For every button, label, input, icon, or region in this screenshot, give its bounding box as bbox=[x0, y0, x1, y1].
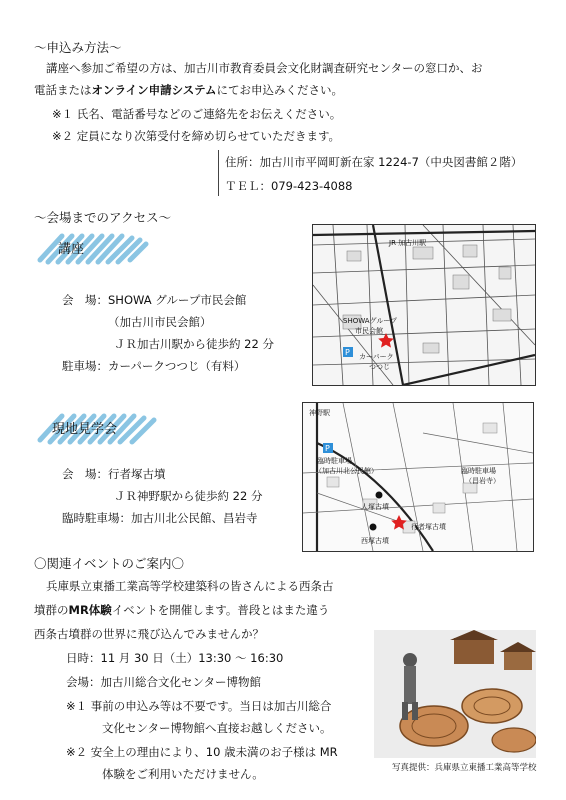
lecture-map-drawing bbox=[313, 225, 535, 385]
event-line2-a: 墳群の bbox=[34, 603, 69, 617]
site-map-drawing bbox=[303, 403, 533, 551]
lecture-venue bbox=[62, 292, 246, 308]
mr-experience-text: MR体験 bbox=[68, 603, 112, 617]
event-line3: 西条古墳群の世界に飛び込んでみませんか？ bbox=[34, 627, 264, 641]
site-map-station: 神野駅 bbox=[309, 409, 330, 417]
mr-photo-drawing bbox=[374, 630, 536, 758]
contact-address: 住所：加古川市平岡町新在家 1224-7（中央図書館２階） bbox=[225, 155, 523, 169]
application-note1: ※１ 氏名、電話番号などのご連絡先をお伝えください。 bbox=[52, 107, 342, 121]
lecture-parking-name: カーパークつつじ（有料） bbox=[108, 359, 246, 373]
site-badge-label: 現地見学会 bbox=[52, 422, 118, 437]
lecture-map-hall2: 市民会館 bbox=[355, 327, 383, 335]
lecture-parking-label: 駐車場： bbox=[62, 359, 108, 373]
event-heading: 〇関連イベントのご案内〇 bbox=[34, 556, 185, 571]
site-map-p1: 臨時駐車場 bbox=[317, 457, 352, 465]
site-venue bbox=[62, 466, 166, 482]
event-note1b: 文化センター博物館へ直接お越しください。 bbox=[102, 721, 332, 735]
event-line2 bbox=[34, 602, 329, 618]
application-line2-b: にてお申込みください。 bbox=[216, 83, 344, 97]
site-map-p2b: （昌岩寺） bbox=[465, 477, 500, 485]
site-badge bbox=[34, 410, 164, 446]
application-line2-a: 電話または bbox=[34, 83, 92, 97]
event-venue: 会場：加古川総合文化センター博物館 bbox=[66, 675, 262, 689]
tomb-marker-icon bbox=[370, 524, 377, 531]
event-note2a: ※２ 安全上の理由により、10 歳未満のお子様は MR bbox=[66, 745, 338, 759]
lecture-venue-walk: ＪＲ加古川駅から徒歩約 22 分 bbox=[114, 337, 274, 351]
site-map-tomb2: 行者塚古墳 bbox=[411, 523, 446, 531]
application-line1: 講座へ参加ご希望の方は、加古川市教育委員会文化財調査研究センターの窓口か、お bbox=[46, 61, 483, 75]
site-parking-label: 臨時駐車場： bbox=[62, 511, 131, 525]
site-venue-walk: ＪＲ神野駅から徒歩約 22 分 bbox=[114, 489, 263, 503]
site-map bbox=[302, 402, 534, 552]
lecture-map-station: JR 加古川駅 bbox=[389, 239, 427, 247]
site-map-tomb1: 人塚古墳 bbox=[361, 503, 389, 511]
site-parking bbox=[62, 510, 258, 526]
event-date: 日時：11 月 30 日（土）13:30 ～ 16:30 bbox=[66, 651, 284, 665]
application-note2: ※２ 定員になり次第受付を締め切らせていただきます。 bbox=[52, 129, 341, 143]
lecture-map-parking2: つつじ bbox=[369, 363, 390, 371]
lecture-map-hall: SHOWAグループ bbox=[343, 317, 397, 325]
lecture-parking bbox=[62, 358, 245, 374]
lecture-venue-name: SHOWA グループ市民会館 bbox=[108, 293, 247, 307]
mr-photo bbox=[374, 630, 536, 758]
lecture-venue-label: 会 場： bbox=[62, 293, 108, 307]
lecture-badge bbox=[34, 230, 154, 266]
event-line1: 兵庫県立東播工業高等学校建築科の皆さんによる西条古 bbox=[46, 579, 334, 593]
tomb-marker-icon bbox=[376, 492, 383, 499]
event-note2b: 体験をご利用いただけません。 bbox=[102, 767, 264, 781]
photo-credit: 写真提供：兵庫県立東播工業高等学校 bbox=[392, 763, 537, 773]
site-map-tomb3: 西塚古墳 bbox=[361, 537, 389, 545]
online-system-text: オンライン申請システム bbox=[91, 83, 217, 97]
event-note1a: ※１ 事前の申込み等は不要です。当日は加古川総合 bbox=[66, 699, 332, 713]
site-parking-name: 加古川北公民館、昌岩寺 bbox=[131, 511, 258, 525]
contact-bracket bbox=[218, 150, 223, 196]
contact-tel: ＴＥＬ：079-423-4088 bbox=[225, 179, 353, 193]
lecture-badge-label: 講座 bbox=[58, 242, 85, 257]
site-map-p2: 臨時駐車場 bbox=[461, 467, 496, 475]
site-map-p1b: （加古川北公民館） bbox=[315, 467, 378, 475]
lecture-map bbox=[312, 224, 536, 386]
application-line2 bbox=[34, 82, 343, 98]
lecture-map-parking: カーパーク bbox=[359, 353, 394, 361]
site-venue-name: 行者塚古墳 bbox=[108, 467, 166, 481]
application-heading: ～申込み方法～ bbox=[34, 40, 122, 55]
svg-text:P: P bbox=[325, 444, 330, 453]
lecture-venue-alt: （加古川市民会館） bbox=[108, 315, 212, 329]
site-venue-label: 会 場： bbox=[62, 467, 108, 481]
svg-text:P: P bbox=[345, 348, 350, 357]
brush-stroke-icon bbox=[34, 230, 154, 266]
access-heading: ～会場までのアクセス～ bbox=[34, 210, 172, 225]
event-line2-b: イベントを開催します。普段とはまた違う bbox=[111, 603, 330, 617]
